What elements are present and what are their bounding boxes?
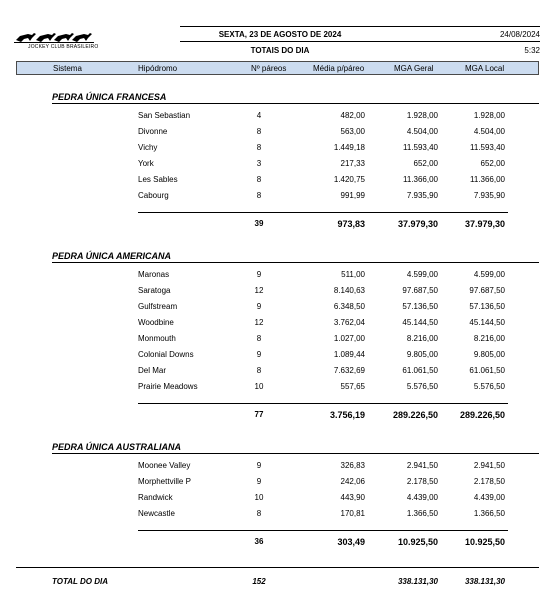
pareos-cell: 9: [256, 350, 262, 359]
pareos-cell: 12: [254, 318, 264, 327]
table-row: [0, 111, 554, 123]
pareos-cell: 10: [254, 382, 264, 391]
mga-local-cell: 1.928,00: [473, 111, 505, 120]
header-mid-rule: [180, 41, 540, 42]
pareos-cell: 9: [256, 477, 262, 486]
pareos-cell: 8: [256, 143, 262, 152]
hipodromo-cell: Prairie Meadows: [138, 382, 198, 391]
mga-geral-cell: 652,00: [413, 159, 438, 168]
mga-geral-cell: 57.136,50: [402, 302, 438, 311]
pareos-cell: 10: [254, 493, 264, 502]
table-row: [0, 318, 554, 330]
table-row: [0, 270, 554, 282]
column-header-bar: [16, 61, 539, 75]
media-cell: 6.348,50: [333, 302, 365, 311]
hipodromo-cell: Woodbine: [138, 318, 174, 327]
section-title-rule: [52, 453, 539, 454]
pareos-cell: 9: [256, 302, 262, 311]
col-mga-geral: MGA Geral: [394, 64, 434, 73]
mga-geral-cell: 5.576,50: [406, 382, 438, 391]
subtotal-row: [0, 537, 554, 549]
media-cell: 1.089,44: [333, 350, 365, 359]
col-media: Média p/páreo: [313, 64, 365, 73]
mga-geral-cell: 2.941,50: [406, 461, 438, 470]
mga-geral-cell: 97.687,50: [402, 286, 438, 295]
pareos-cell: 9: [256, 270, 262, 279]
hipodromo-cell: San Sebastian: [138, 111, 191, 120]
racing-horses-icon: [14, 30, 94, 44]
table-row: [0, 175, 554, 187]
section-title-rule: [52, 262, 539, 263]
hipodromo-cell: York: [138, 159, 154, 168]
section-title-rule: [52, 103, 539, 104]
subtotal-row: [0, 219, 554, 231]
media-cell: 1.027,00: [333, 334, 365, 343]
hipodromo-cell: Del Mar: [138, 366, 167, 375]
table-row: [0, 127, 554, 139]
table-row: [0, 159, 554, 171]
media-cell: 443,90: [340, 493, 365, 502]
mga-local-cell: 4.504,00: [473, 127, 505, 136]
subtotal-media: 3.756,19: [329, 410, 365, 420]
mga-local-cell: 11.593,40: [470, 143, 505, 152]
hipodromo-cell: Vichy: [138, 143, 158, 152]
hipodromo-cell: Moonee Valley: [138, 461, 191, 470]
table-row: [0, 477, 554, 489]
pareos-cell: 8: [256, 175, 262, 184]
mga-geral-cell: 2.178,50: [406, 477, 438, 486]
hipodromo-cell: Maronas: [138, 270, 170, 279]
subtotal-local: 289.226,50: [459, 410, 505, 420]
subtotal-geral: 37.979,30: [397, 219, 438, 229]
table-row: [0, 509, 554, 521]
pareos-cell: 4: [256, 111, 262, 120]
media-cell: 1.449,18: [333, 143, 365, 152]
subtotal-row: [0, 410, 554, 422]
table-row: [0, 366, 554, 378]
table-row: [0, 286, 554, 298]
subtotal-rule: [138, 212, 508, 213]
hipodromo-cell: Monmouth: [138, 334, 176, 343]
mga-geral-cell: 45.144,50: [402, 318, 438, 327]
subtotal-local: 37.979,30: [464, 219, 505, 229]
media-cell: 217,33: [340, 159, 365, 168]
grand-total-rule: [16, 567, 539, 568]
pareos-cell: 8: [256, 127, 262, 136]
mga-geral-cell: 9.805,00: [406, 350, 438, 359]
section-title: PEDRA ÚNICA AMERICANA: [52, 251, 171, 261]
media-cell: 557,65: [340, 382, 365, 391]
mga-geral-cell: 7.935,90: [406, 191, 438, 200]
pareos-cell: 12: [254, 286, 264, 295]
table-row: [0, 302, 554, 314]
media-cell: 482,00: [340, 111, 365, 120]
hipodromo-cell: Morphettville P: [138, 477, 191, 486]
grand-total-pareos: 152: [252, 577, 266, 586]
mga-geral-cell: 4.439,00: [406, 493, 438, 502]
mga-local-cell: 652,00: [480, 159, 505, 168]
mga-geral-cell: 1.366,50: [406, 509, 438, 518]
table-row: [0, 334, 554, 346]
mga-local-cell: 1.366,50: [473, 509, 505, 518]
mga-geral-cell: 4.504,00: [406, 127, 438, 136]
report-subtitle: TOTAIS DO DIA: [250, 46, 310, 55]
media-cell: 511,00: [341, 270, 365, 279]
media-cell: 563,00: [340, 127, 365, 136]
pareos-cell: 8: [256, 334, 262, 343]
mga-geral-cell: 11.593,40: [403, 143, 438, 152]
mga-geral-cell: 11.366,00: [403, 175, 438, 184]
mga-local-cell: 5.576,50: [473, 382, 505, 391]
hipodromo-cell: Newcastle: [138, 509, 175, 518]
subtotal-pareos: 39: [254, 219, 264, 228]
mga-local-cell: 57.136,50: [469, 302, 505, 311]
media-cell: 7.632,69: [333, 366, 365, 375]
hipodromo-cell: Gulfstream: [138, 302, 178, 311]
hipodromo-cell: Cabourg: [138, 191, 169, 200]
media-cell: 326,83: [340, 461, 365, 470]
pareos-cell: 3: [256, 159, 262, 168]
hipodromo-cell: Randwick: [138, 493, 173, 502]
col-pareos: Nº páreos: [251, 64, 287, 73]
media-cell: 170,81: [340, 509, 365, 518]
mga-local-cell: 2.941,50: [473, 461, 505, 470]
table-row: [0, 461, 554, 473]
table-row: [0, 191, 554, 203]
grand-total-row: [0, 577, 554, 589]
mga-local-cell: 4.439,00: [473, 493, 505, 502]
col-sistema: Sistema: [53, 64, 82, 73]
subtotal-media: 973,83: [337, 219, 365, 229]
hipodromo-cell: Les Sables: [138, 175, 178, 184]
subtotal-geral: 10.925,50: [397, 537, 438, 547]
subtotal-media: 303,49: [337, 537, 365, 547]
subtotal-geral: 289.226,50: [392, 410, 438, 420]
mga-local-cell: 7.935,90: [473, 191, 505, 200]
pareos-cell: 8: [256, 509, 262, 518]
mga-local-cell: 11.366,00: [470, 175, 505, 184]
jockey-club-logo: [14, 30, 99, 52]
table-row: [0, 493, 554, 505]
grand-total-local: 338.131,30: [464, 577, 505, 586]
mga-local-cell: 2.178,50: [473, 477, 505, 486]
pareos-cell: 9: [256, 461, 262, 470]
subtotal-rule: [138, 530, 508, 531]
hipodromo-cell: Divonne: [138, 127, 168, 136]
section-title: PEDRA ÚNICA FRANCESA: [52, 92, 167, 102]
section-title: PEDRA ÚNICA AUSTRALIANA: [52, 442, 181, 452]
report-date: 24/08/2024: [499, 30, 540, 39]
hipodromo-cell: Saratoga: [138, 286, 171, 295]
mga-local-cell: 45.144,50: [469, 318, 505, 327]
hipodromo-cell: Colonial Downs: [138, 350, 194, 359]
media-cell: 1.420,75: [333, 175, 365, 184]
pareos-cell: 8: [256, 191, 262, 200]
mga-local-cell: 4.599,00: [473, 270, 505, 279]
pareos-cell: 8: [256, 366, 262, 375]
subtotal-local: 10.925,50: [464, 537, 505, 547]
report-time: 5:32: [524, 46, 540, 55]
subtotal-pareos: 36: [254, 537, 264, 546]
subtotal-pareos: 77: [254, 410, 264, 419]
header-top-rule: [180, 26, 540, 27]
mga-local-cell: 61.061,50: [469, 366, 505, 375]
subtotal-rule: [138, 403, 508, 404]
mga-local-cell: 9.805,00: [473, 350, 505, 359]
table-row: [0, 382, 554, 394]
media-cell: 3.762,04: [333, 318, 365, 327]
mga-geral-cell: 61.061,50: [402, 366, 438, 375]
col-hipodromo: Hipódromo: [138, 64, 178, 73]
media-cell: 242,06: [340, 477, 365, 486]
col-mga-local: MGA Local: [465, 64, 505, 73]
mga-geral-cell: 8.216,00: [406, 334, 438, 343]
report-title: SEXTA, 23 DE AGOSTO DE 2024: [218, 30, 342, 39]
mga-geral-cell: 1.928,00: [406, 111, 438, 120]
mga-local-cell: 8.216,00: [473, 334, 505, 343]
grand-total-label: TOTAL DO DIA: [52, 577, 108, 586]
grand-total-geral: 338.131,30: [397, 577, 438, 586]
mga-geral-cell: 4.599,00: [406, 270, 438, 279]
logo-caption: JOCKEY CLUB BRASILEIRO: [28, 44, 99, 50]
table-row: [0, 350, 554, 362]
mga-local-cell: 97.687,50: [469, 286, 505, 295]
media-cell: 991,99: [340, 191, 365, 200]
table-row: [0, 143, 554, 155]
media-cell: 8.140,63: [333, 286, 365, 295]
